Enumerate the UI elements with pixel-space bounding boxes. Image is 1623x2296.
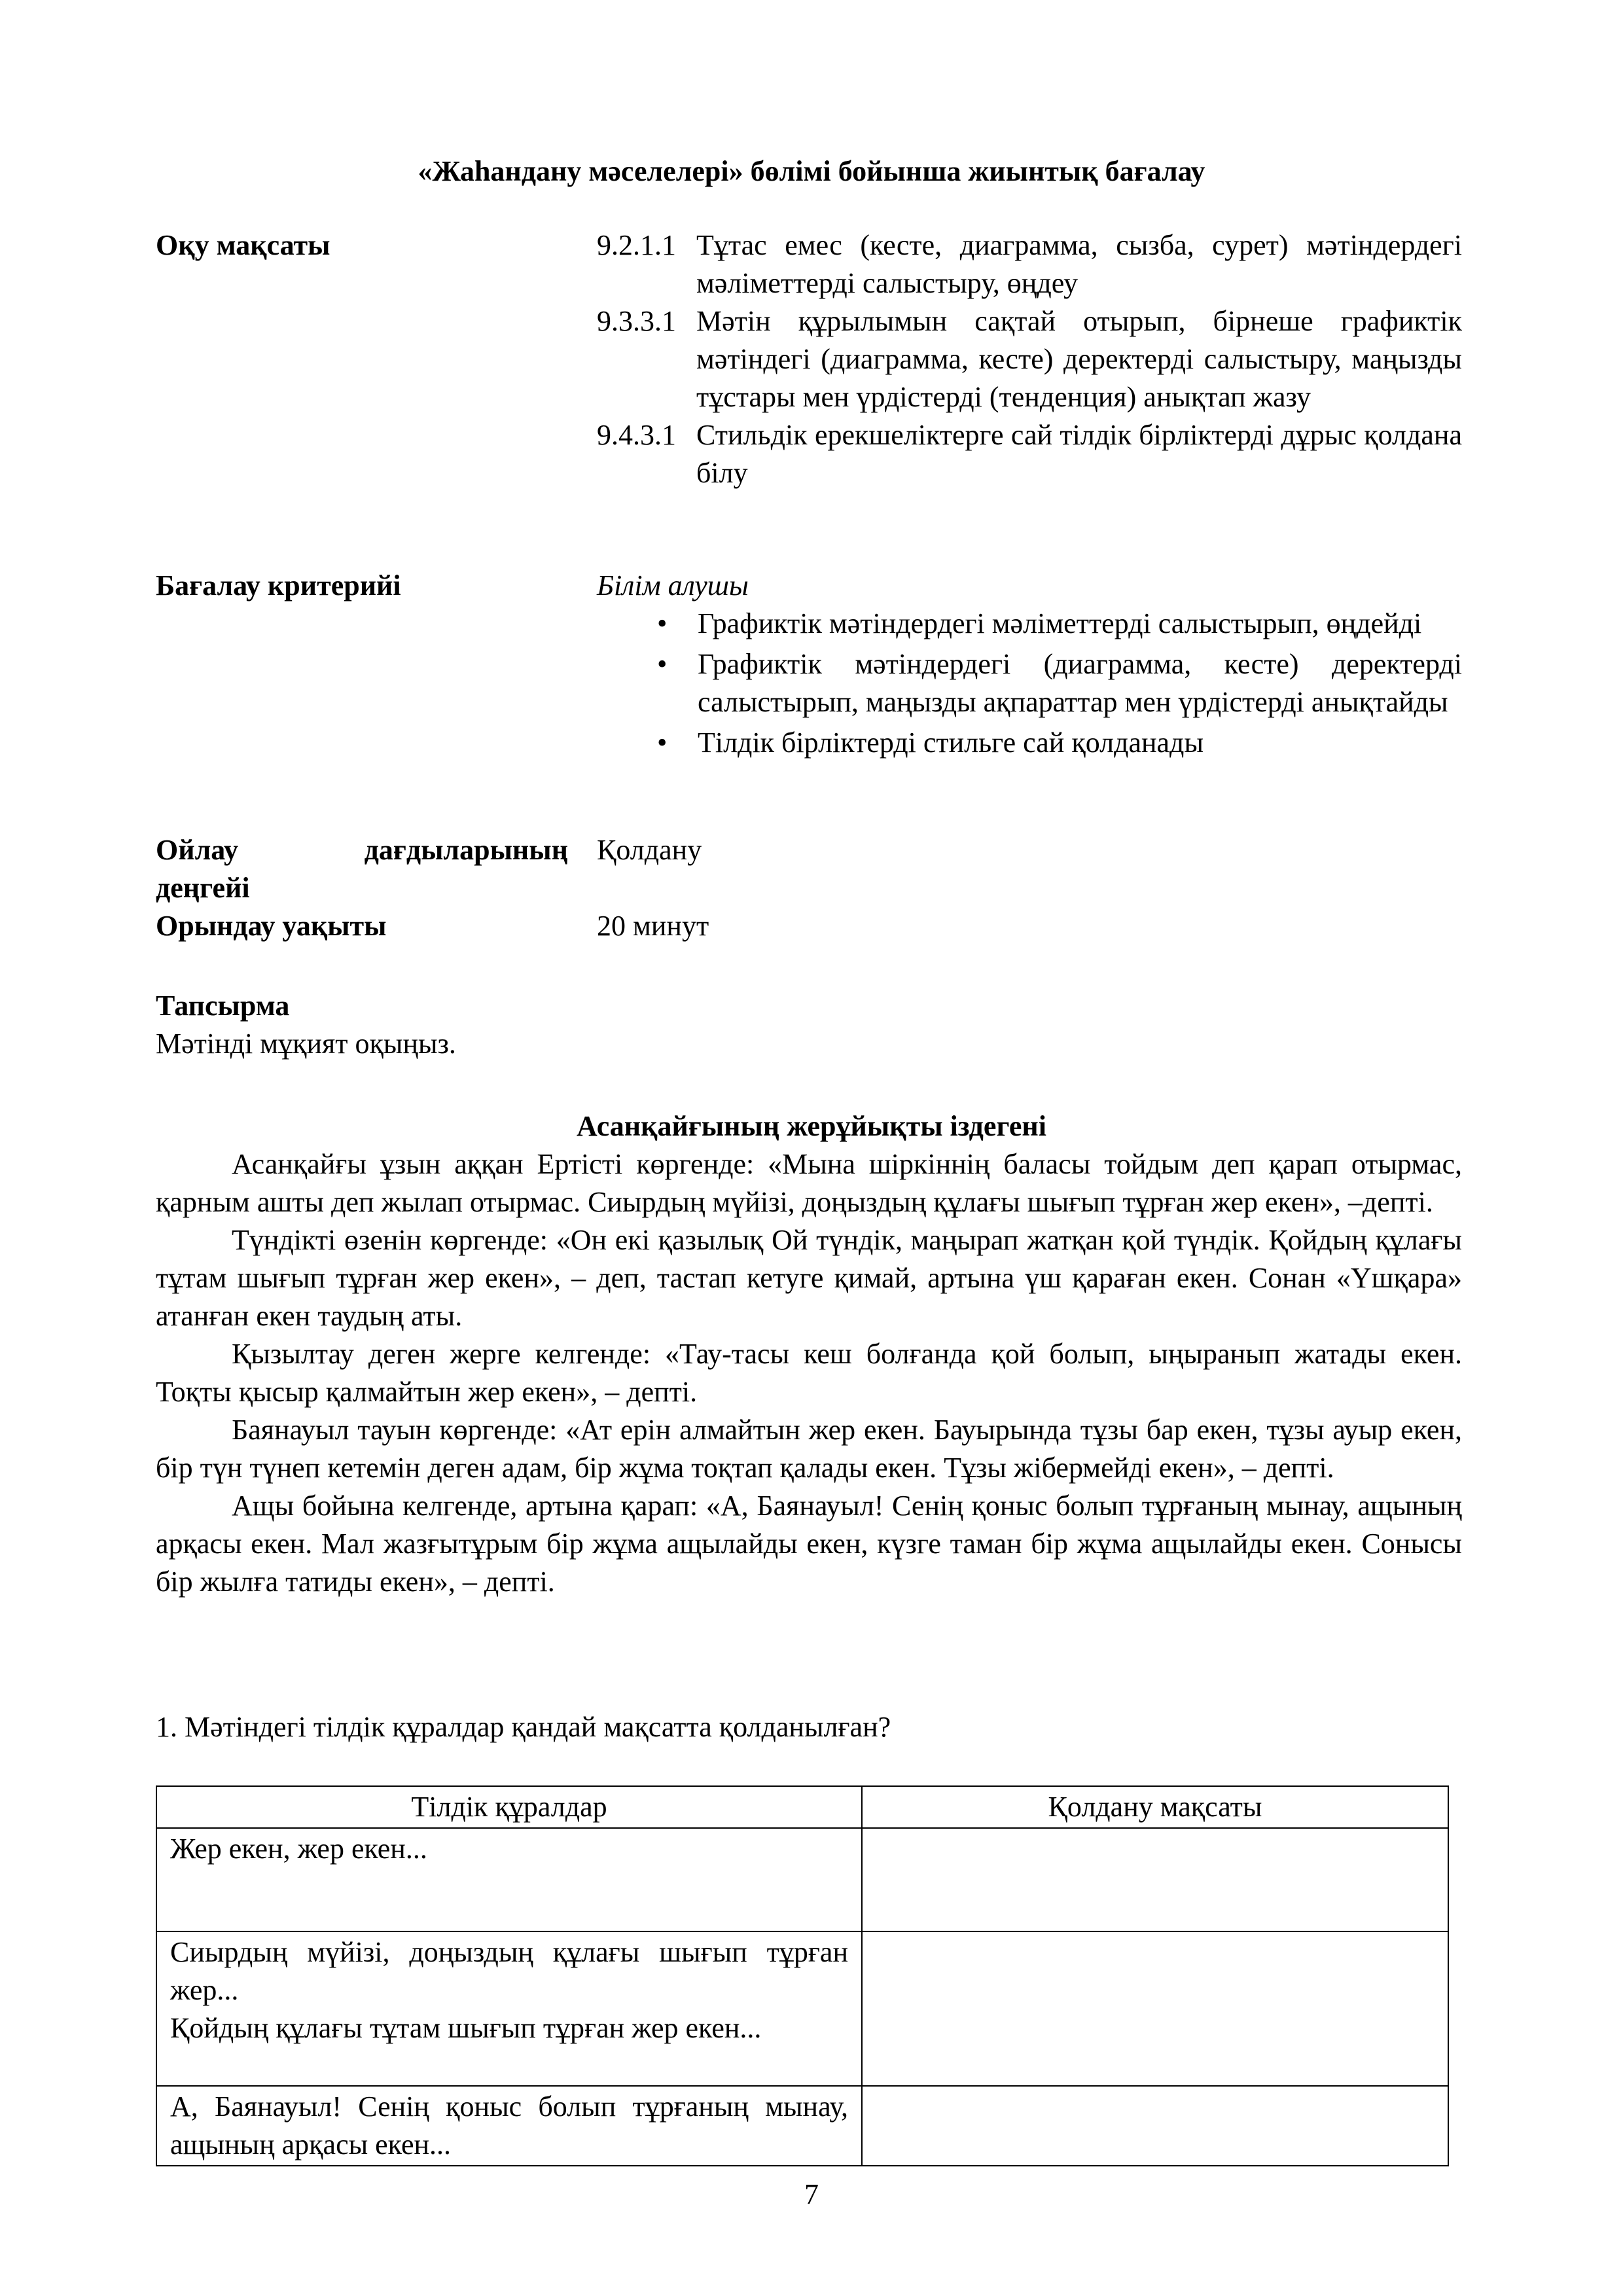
criterion-text: Графиктік мәтіндердегі (диаграмма, кесте) деректерді салыстырып, маңызды ақпараттар мен үрдістерді анықтайды (698, 648, 1462, 718)
objective-item (597, 302, 1462, 416)
cell-line: Сиырдың мүйізі, доңыздың құлағы шығып тұрған жер... (170, 1936, 848, 2006)
objective-item (597, 416, 1462, 492)
task-text: Мәтінді мұқият оқыңыз. (156, 1028, 456, 1060)
question-text: 1. Мәтіндегі тілдік құралдар қандай мақсатта қолданылған? (156, 1711, 891, 1743)
table-row (156, 2086, 1448, 2166)
story-text (156, 1145, 1462, 1601)
objective-text: Мәтін құрылымын сақтай отырып, бірнеше графиктік мәтіндегі (диаграмма, кесте) деректерді салыстыру, маңызды тұстары мен үрдістерді (тенденция) анықтап жазу (696, 305, 1462, 413)
objective-text: Тұтас емес (кесте, диаграмма, сызба, сурет) мәтіндердегі мәліметтерді салыстыру, өңдеу (696, 229, 1462, 299)
cell-line: А, Баянауыл! Сенің қоныс болып тұрғаның мынау, ащының арқасы екен... (170, 2090, 848, 2161)
story-paragraph: Баянауыл тауын көргенде: «Ат ерін алмайтын жер екен. Бауырында тұзы бар екен, тұзы ауыр екен, бір түн түнеп кетемін деген адам, бір жұма тоқтап қалады екен. Тұзы жібермейді екен», – депті. (156, 1414, 1462, 1484)
page-title: «Жаһандану мәселелері» бөлімі бойынша жиынтық бағалау (418, 155, 1205, 187)
answer-cell[interactable] (862, 1931, 1448, 2086)
cell-line: Қойдың құлағы тұтам шығып тұрған жер екен... (170, 2012, 762, 2044)
answer-table (156, 1785, 1449, 2166)
table-row (156, 1828, 1448, 1931)
story-title: Асанқайғының жерұйықты іздегені (577, 1110, 1046, 1142)
bullet-icon: • (657, 726, 668, 759)
thinking-level-label-line2: деңгейі (156, 872, 250, 904)
answer-cell[interactable] (862, 2086, 1448, 2166)
list-item (657, 605, 1462, 643)
story-paragraph: Түндікті өзенін көргенде: «Он екі қазылық Ой түндік, маңырап жатқан қой түндік. Қойдың құлағы тұтам шығып тұрған жер екен», – деп, тастап кетуге қимай, артына үш қараған екен. Сонан «Үшқара» атанған екен таудың аты. (156, 1224, 1462, 1332)
learning-objectives-label: Оқу мақсаты (156, 229, 330, 261)
bullet-icon: • (657, 648, 668, 680)
thinking-level-label-line1: Ойлау дағдыларының (156, 834, 568, 866)
page-number: 7 (804, 2178, 819, 2210)
objective-item (597, 226, 1462, 302)
table-cell (156, 1931, 862, 2086)
objective-code: 9.2.1.1 (597, 229, 676, 261)
cell-line: Жер екен, жер екен... (170, 1833, 427, 1865)
list-item (657, 645, 1462, 721)
answer-cell[interactable] (862, 1828, 1448, 1931)
assessment-criteria-label: Бағалау критерийі (156, 569, 401, 601)
assessment-criteria-list (657, 605, 1462, 764)
table-cell (156, 1828, 862, 1931)
learning-objectives-list (597, 226, 1462, 492)
objective-text: Стильдік ерекшеліктерге сай тілдік бірліктерді дұрыс қолдана білу (696, 419, 1462, 489)
objective-code: 9.4.3.1 (597, 419, 676, 451)
assessment-criteria-intro: Білім алушы (597, 569, 749, 601)
duration-value: 20 минут (597, 910, 709, 942)
list-item (657, 724, 1462, 762)
story-paragraph: Ащы бойына келгенде, артына қарап: «А, Баянауыл! Сенің қоныс болып тұрғаның мынау, ащының арқасы екен. Мал жазғытұрым бір жұма ащылайды екен, күзге таман бір жұма ащылайды екен. Сонысы бір жылға татиды екен», – депті. (156, 1490, 1462, 1598)
task-title: Тапсырма (156, 990, 290, 1022)
criterion-text: Графиктік мәтіндердегі мәліметтерді салыстырып, өңдейді (698, 607, 1422, 639)
criterion-text: Тілдік бірліктерді стильге сай қолданады (698, 726, 1204, 759)
story-paragraph: Асанқайғы ұзын аққан Ертісті көргенде: «Мына шіркіннің баласы тойдым деп қарап отырмас, қарным ашты деп жылап отырмас. Сиырдың мүйізі, доңыздың құлағы шығып тұрған жер екен», –депті. (156, 1148, 1462, 1218)
duration-label: Орындау уақыты (156, 910, 387, 942)
story-paragraph: Қызылтау деген жерге келгенде: «Тау-тасы кеш болғанда қой болып, ыңыранып жатады екен. Тоқты қысыр қалмайтын жер екен», – депті. (156, 1338, 1462, 1408)
table-row (156, 1931, 1448, 2086)
objective-code: 9.3.3.1 (597, 305, 676, 337)
table-header-row (156, 1786, 1448, 1828)
column-header-purpose: Қолдану мақсаты (862, 1786, 1448, 1828)
table-cell (156, 2086, 862, 2166)
thinking-level-value: Қолдану (597, 834, 702, 866)
bullet-icon: • (657, 607, 668, 639)
column-header-language-means: Тілдік құралдар (156, 1786, 862, 1828)
